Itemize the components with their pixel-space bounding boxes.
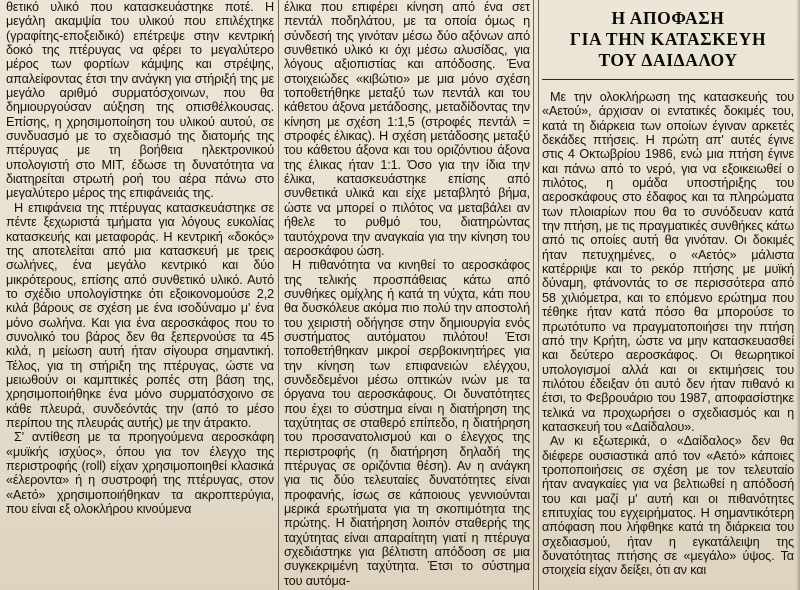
article-paragraph: Η πιθανότητα να κινηθεί το αεροσκάφος της τελικής προσπάθειας κάτω από συνθήκες ομίχλης ή κατά τη νύχτα, κάτι που θα δυσκόλευε ακόμα πιο πολύ την αποστολή του χειριστή οδήγησε στην δημιουργία ενός συστήματος αυτόματου πιλότου! Έτσι τοποθετήθηκαν μικροί σερβοκινητήρες για την κίνηση των επιφανειών ελέγχου, συνδεδεμένοι μέσω οπτικών ινών με τα όργανα του αεροσκάφους. Οι δυνατότητες που έχει το σύστημα είναι η διατήρηση της ταχύτητας σε σταθερό επίπεδο, η διατήρηση του προσανατολισμού και ο έλεγχος της περιστροφής (η διατήρηση δηλαδή της πτέρυγας σε οριζόντια θέση). Αν η ανάγκη για τις δύο τελευταίες δυνατότητες είναι προφανής, ίσως σε κάποιους γεννιούνται μερικά ερωτήματα για τη σκοπιμότητα της πρώτης. Η διατήρηση λοιπόν σταθερής της ταχύτητας είναι απαραίτητη γιατί η πτέρυγα σχεδιάστηκε για βέλτιστη απόδοση σε μια συγκεκριμένη ταχύτητα. Έτσι το σύστημα του αυτόμα- — [284, 258, 530, 588]
article-paragraph: Σ' αντίθεση με τα προηγούμενα αεροσκάφη «μυϊκής ισχύος», όπου για τον έλεγχο της περιστροφής (roll) είχαν χρησιμοποιηθεί κλασικά «έλεροντα» ή η συστροφή της πτέρυγας, στον «Αετό» χρησιμοποιήθηκαν τα ακροπτερύγια, που είναι εξ ολοκλήρου κινούμενα — [6, 430, 274, 517]
section-heading-line: ΓΙΑ ΤΗΝ ΚΑΤΑΣΚΕΥΗ — [569, 29, 767, 49]
page-edge-shadow — [796, 0, 800, 590]
column-divider — [533, 0, 534, 590]
article-paragraph: Αν κι εξωτερικά, ο «Δαίδαλος» δεν θα διέφερε ουσιαστικά από τον «Αετό» κάποιες τροποποιήσεις σε σχέση με τον τελευταίο ήταν αναγκαίες για να βελτιωθεί η απόδοσή του και μαζί μ' αυτή και οι πιθανότητες επιτυχίας του εγχειρήματος. Η σημαντικότερη απόφαση που λήφθηκε κατά τη διάρκεια του σχεδιασμού, ήταν η εγκατάλειψη της δυνατότητας πτήσης σε «μεγάλο» ύψος. Τα στοιχεία είχαν δείξει, ότι αν και — [542, 434, 794, 578]
article-column-middle — [284, 0, 530, 590]
article-paragraph: Η επιφάνεια της πτέρυγας κατασκευάστηκε σε πέντε ξεχωριστά τμήματα για λόγους ευκολίας κατασκευής και μεταφοράς. Η κεντρική «δοκός» της αποτελείται από μια κατασκευή με τρεις σωλήνες, ένα μεγάλο κεντρικό και δύο μικρότερους, επίσης από συνθετικό υλικό. Αυτό το σχέδιο υπολογίστηκε ότι εξοικονομούσε 2,2 κιλά βάρους σε σχέση με ένα ισοδύναμο μ' ένα μόνο σωλήνα. Και για ένα αεροσκάφος που το συνολικό του βάρος δεν θα ξεπερνούσε τα 45 κιλά, η μείωση αυτή ήταν σίγουρα σημαντική. Τέλος, για τη στήριξη της πτέρυγας, ώστε να μειωθούν οι καμπτικές ροπές στη βάση της, χρησιμοποιήθηκε ένα μόνο συρματόσχοινο σε κάθε πλευρά, συνδεόντάς την (από το μέσο περίπου της πλευράς αυτής) με την άτρακτο. — [6, 200, 274, 430]
article-paragraph: Με την ολοκλήρωση της κατασκευής του «Αετού», άρχισαν οι εντατικές δοκιμές του, κατά τη διάρκεια των οποίων έγιναν αρκετές δεκάδες πτήσεις. Η πρώτη απ' αυτές έγινε στις 4 Οκτωβρίου 1986, ενώ μια πτήση έγινε και πάνω από το νερό, για να εξοικειωθεί ο πιλότος, η ομάδα υποστήριξης του αεροσκάφους στο έδαφος και τα πληρώματα των πλοιαρίων που θα το συνόδευαν κατά την πτήση, με τις πραγματικές συνθήκες κάτω από τις οποίες αυτή θα γινόταν. Οι δοκιμές ήταν πετυχημένες, ο «Αετός» μάλιστα κατέρριψε και το ρεκόρ πτήσης με μυϊκή δύναμη, φτάνοντάς το σε περισσότερα από 58 χιλιόμετρα, και το επόμενο ερώτημα που τέθηκε ήταν κατά πόσο θα μπορούσε το πρωτότυπο να πραγματοποιήσει την πτήση από την Κρήτη, ώστε να μην κατασκευασθεί και δεύτερο αεροσκάφος. Οι θεωρητικοί υπολογισμοί αλλά και οι εκτιμήσεις του πιλότου έδειξαν ότι αυτό δεν ήταν πιθανό κι έτσι, το Φεβρουάριο του 1987, αποφασίστηκε τελικά να προχωρήσει ο σχεδιασμός και η κατασκευή του «Δαίδαλου». — [542, 90, 794, 434]
section-heading-line: ΤΟΥ ΔΑΙΔΑΛΟΥ — [598, 50, 738, 70]
article-paragraph: έλικα που επιφέρει κίνηση από ένα σετ πεντάλ ποδηλάτου, με τα οποία όμως η σύνδεσή της γινόταν μέσω δύο αξόνων από συνθετικό υλικό κι όχι μέσω αλυσίδας, για λόγους αξιοπιστίας και απόδοσης. Ένα στοιχειώδες «κιβώτιο» με μια μόνο σχέση τοποθετήθηκε μεταξύ των πεντάλ και του κάθετου άξονα μετάδοσης, μεταδίδοντας την κίνηση με σχέση 1:1,5 (στροφές πεντάλ = στροφές έλικας). Η σχέση μετάδοσης μεταξύ του κάθετου άξονα και του οριζόντιου άξονα της έλικας ήταν 1:1. Όσο για την ίδια την έλικα, κατασκευάστηκε επίσης από συνθετικά υλικά και είχε μεταβλητό βήμα, ώστε να μπορεί ο πιλότος να μεταβάλει αν ήθελε το ρυθμό του, διατηρώντας ταυτόχρονα την αναγκαία για την κίνηση του αεροσκάφου ώση. — [284, 0, 530, 258]
article-paragraph: θετικό υλικό που κατασκευάστηκε ποτέ. Η μεγάλη ακαμψία του υλικού που επιλέχτηκε (γραφίτης-εποξειδικό) επέτρεψε στην κεντρική δοκό της πτέρυγας να φέρει το μεγαλύτερο μέρος των φορτίων κάμψης και στρέψης, απαλείφοντας έτσι την ανάγκη για στήριξή της με μεγάλο αριθμό συρματόσχοινων, που θα δημιουργούσαν αύξηση της οπισθέλκουσας. Επίσης, η χρησιμοποίηση του υλικού αυτού, σε συνδυασμό με το σχεδιασμό της διατομής της πτέρυγας με τη βοήθεια ηλεκτρονικού υπολογιστή στο ΜΙΤ, έδωσε τη δυνατότητα να διατηρείται στρωτή ροή του αέρα πάνω στο μεγαλύτερο μέρος της επιφάνειάς της. — [6, 0, 274, 201]
column-divider — [538, 0, 539, 590]
section-heading-line: Η ΑΠΟΦΑΣΗ — [611, 8, 725, 28]
section-heading — [542, 4, 794, 80]
article-column-right — [542, 0, 794, 590]
article-column-left — [6, 0, 274, 590]
section-body — [542, 90, 794, 578]
column-divider — [278, 0, 279, 590]
